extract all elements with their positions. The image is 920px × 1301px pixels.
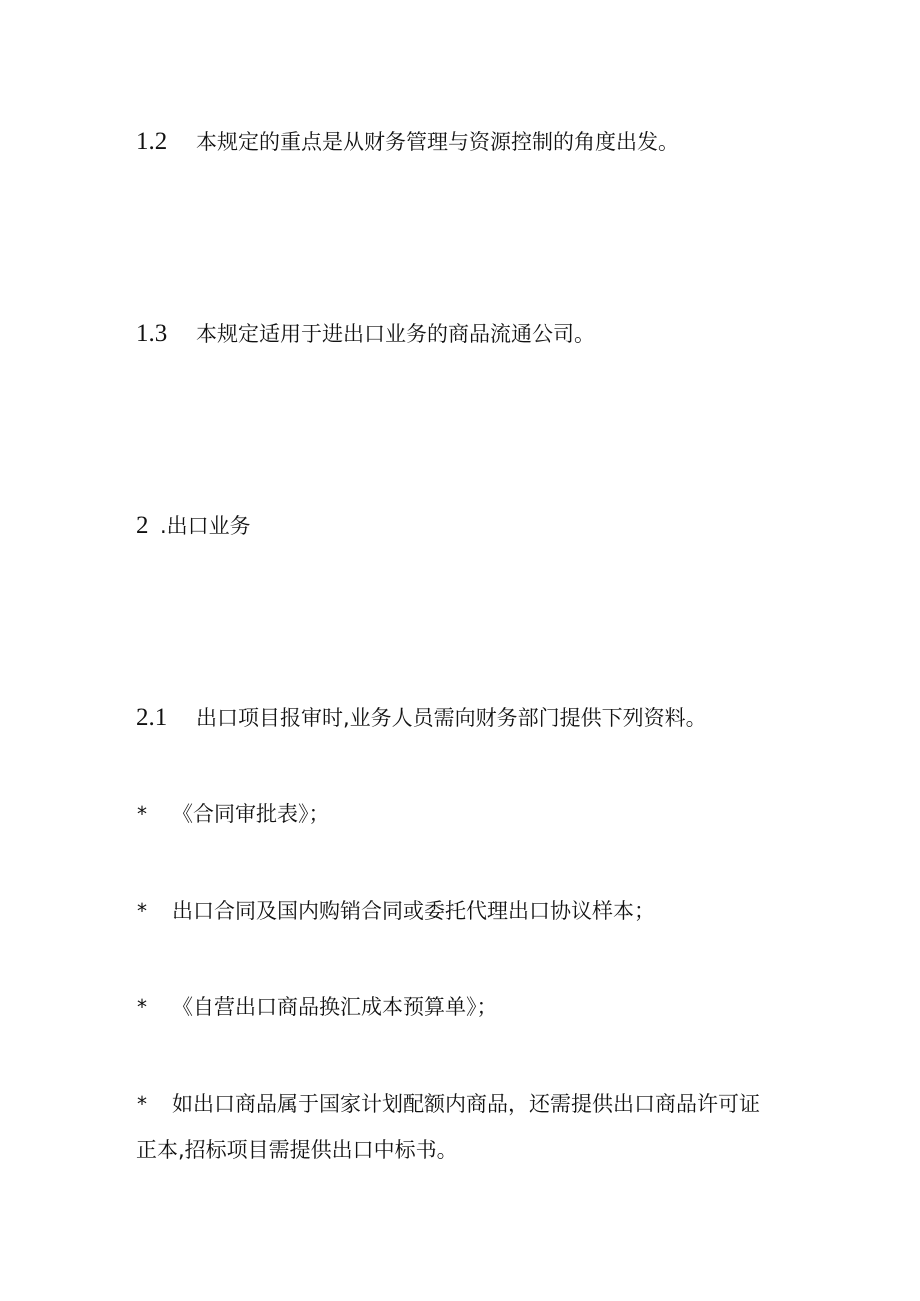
section-text: 本规定的重点是从财务管理与资源控制的角度出发。 — [196, 130, 679, 154]
section-text: .出口业务 — [160, 514, 251, 538]
bullet-text: 如出口商品属于国家计划配额内商品，还需提供出口商品许可证 — [172, 1092, 760, 1116]
bullet-text: 《自营出口商品换汇成本预算单》； — [172, 995, 498, 1019]
section-text: 出口项目报审时,业务人员需向财务部门提供下列资料。 — [196, 706, 707, 730]
bullet-continuation-text: 正本,招标项目需提供出口中标书。 — [136, 1138, 458, 1162]
section-number: 2.1 — [136, 704, 168, 731]
bullet-marker: * — [137, 995, 147, 1019]
bullet-marker: * — [137, 1092, 147, 1116]
bullet-marker: * — [137, 802, 147, 826]
bullet-text: 《合同审批表》； — [172, 802, 330, 826]
bullet-marker: * — [137, 899, 147, 923]
bullet-text: 出口合同及国内购销合同或委托代理出口协议样本； — [172, 899, 655, 923]
section-number: 2 — [136, 512, 149, 539]
section-text: 本规定适用于进出口业务的商品流通公司。 — [196, 322, 595, 346]
section-number: 1.2 — [136, 128, 168, 155]
section-number: 1.3 — [136, 320, 168, 347]
